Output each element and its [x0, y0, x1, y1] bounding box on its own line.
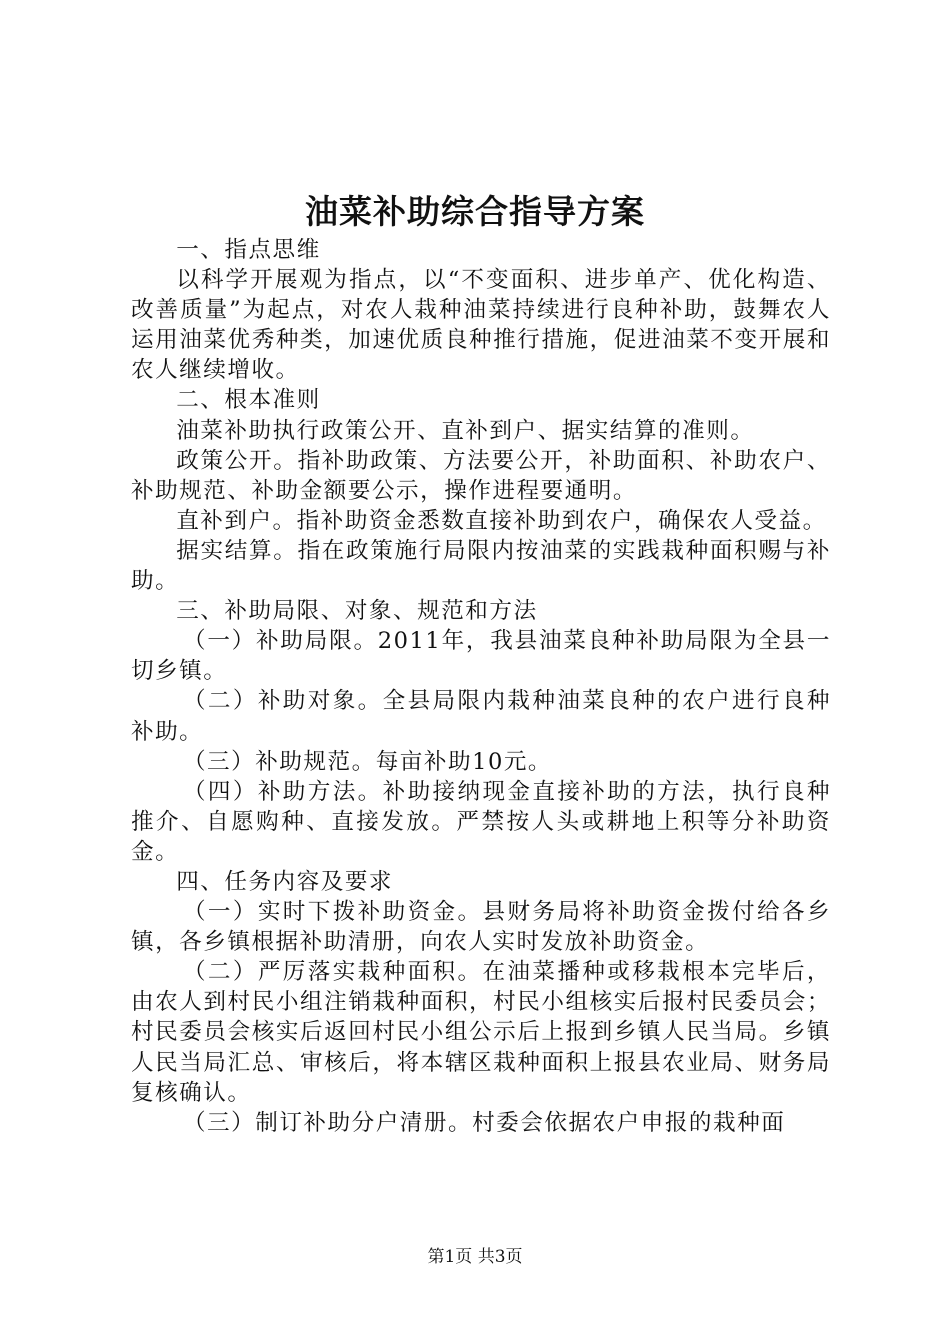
body-paragraph: （二）补助对象。全县局限内栽种油菜良种的农户进行良种补助。 [131, 688, 831, 745]
section-heading-3: 三、补助局限、对象、规范和方法 [176, 598, 538, 625]
body-paragraph: （四）补助方法。补助接纳现金直接补助的方法，执行良种推介、自愿购种、直接发放。严禁按人头或耕地上积等分补助资金。 [131, 778, 831, 865]
body-paragraph: 据实结算。指在政策施行局限内按油菜的实践栽种面积赐与补助。 [131, 537, 831, 595]
body-paragraph: （二）严厉落实栽种面积。在油菜播种或移栽根本完毕后，由农人到村民小组注销栽种面积，村民小组核实后报村民委员会；村民委员会核实后返回村民小组公示后上报到乡镇人民当局。乡镇人民当局汇总、审核后，将本辖区栽种面积上报县农业局、财务局复核确认。 [131, 959, 831, 1106]
body-paragraph: （一）实时下拨补助资金。县财务局将补助资金拨付给各乡镇，各乡镇根据补助清册，向农人实时发放补助资金。 [131, 899, 831, 956]
body-paragraph: （三）补助规范。每亩补助10元。 [182, 748, 553, 775]
section-heading-1: 一、指点思维 [176, 237, 321, 263]
document-body [131, 235, 831, 1138]
body-paragraph: （三）制订补助分户清册。村委会依据农户申报的栽种面 [182, 1109, 786, 1136]
page-footer: 第1页 共3页 [427, 1247, 523, 1267]
section-heading-4: 四、任务内容及要求 [176, 868, 394, 895]
document-title: 油菜补助综合指导方案 [305, 192, 645, 231]
body-paragraph: 直补到户。指补助资金悉数直接补助到农户，确保农人受益。 [176, 507, 827, 534]
body-paragraph: 以科学开展观为指点，以“不变面积、进步单产、优化构造、改善质量”为起点，对农人栽种油菜持续进行良种补助，鼓舞农人运用油菜优秀种类，加速优质良种推行措施，促进油菜不变开展和农人继续增收。 [131, 267, 831, 384]
body-paragraph: 油菜补助执行政策公开、直补到户、据实结算的准则。 [176, 417, 755, 444]
body-paragraph: （一）补助局限。2011年，我县油菜良种补助局限为全县一切乡镇。 [131, 628, 831, 685]
section-heading-2: 二、根本准则 [176, 387, 321, 414]
body-paragraph: 政策公开。指补助政策、方法要公开，补助面积、补助农户、补助规范、补助金额要公示，操作进程要通明。 [131, 447, 831, 504]
